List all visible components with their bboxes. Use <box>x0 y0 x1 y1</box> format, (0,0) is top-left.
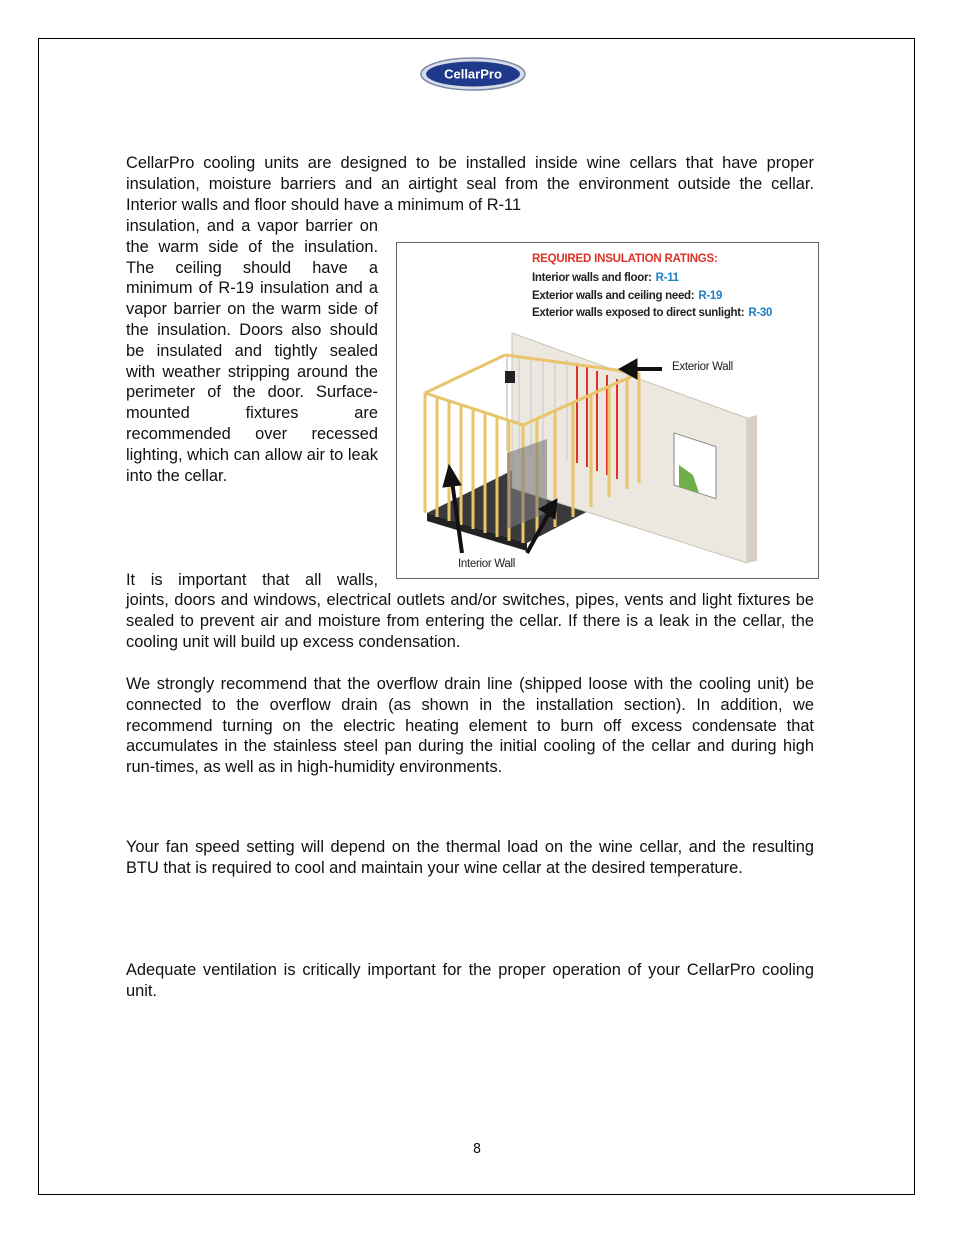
logo-text: CellarPro <box>444 66 502 82</box>
insulation-diagram <box>396 242 819 579</box>
rating-value: R-30 <box>748 307 773 319</box>
exterior-wall-label: Exterior Wall <box>672 361 733 373</box>
interior-wall-label: Interior Wall <box>458 558 516 570</box>
sealing-paragraph-start: It is important that all walls, <box>126 571 378 589</box>
rating-line-interior <box>532 272 679 284</box>
rating-label: Exterior walls exposed to direct sunlight: <box>532 307 745 319</box>
intro-paragraph: CellarPro cooling units are designed to be installed inside wine cellars that have proper insulation, moisture barriers and an airtight seal from the environment outside the cellar. Interior walls and floor should have a minimum of R-11 <box>126 154 814 214</box>
drain-paragraph: We strongly recommend that the overflow drain line (shipped loose with the cooling unit) be connected to the overflow drain (as shown in the installation section). In addition, we recommend turning on the electric heating element to burn off excess condensate that accumulates in the stainless steel pan during the initial cooling of the cellar and during high run-times, as well as in high-humidity environments. <box>126 675 814 777</box>
rating-label: Interior walls and floor: <box>532 272 652 284</box>
rating-label: Exterior walls and ceiling need: <box>532 290 695 302</box>
sealing-paragraph: joints, doors and windows, electrical outlets and/or switches, pipes, vents and light fixtures be sealed to prevent air and moisture from entering the cellar. If there is a leak in the cellar, the cooling unit will build up excess condensation. <box>126 591 814 651</box>
rating-value: R-19 <box>698 290 723 302</box>
ventilation-paragraph: Adequate ventilation is critically important for the proper operation of your CellarPro cooling unit. <box>126 961 814 1000</box>
fan-speed-paragraph: Your fan speed setting will depend on the thermal load on the wine cellar, and the resulting BTU that is required to cool and maintain your wine cellar at the desired temperature. <box>126 838 814 877</box>
rating-line-exterior <box>532 290 722 302</box>
figure-title: REQUIRED INSULATION RATINGS: <box>532 253 718 265</box>
page-number: 8 <box>472 1142 482 1157</box>
rating-line-sunlight <box>532 307 772 319</box>
cellarpro-logo <box>419 56 527 92</box>
rating-value: R-11 <box>655 272 679 284</box>
insulation-paragraph-side: insulation, and a vapor barrier on the warm side of the insulation. The ceiling should have a minimum of R-19 insulation and a vapor barrier on the warm side of the insulation. Doors also should be insulated and tightly sealed with weather stripping around the perimeter of the door. Surface-mounted fixtures are recommended over recessed lighting, which can allow air to leak into the cellar. <box>126 217 378 485</box>
